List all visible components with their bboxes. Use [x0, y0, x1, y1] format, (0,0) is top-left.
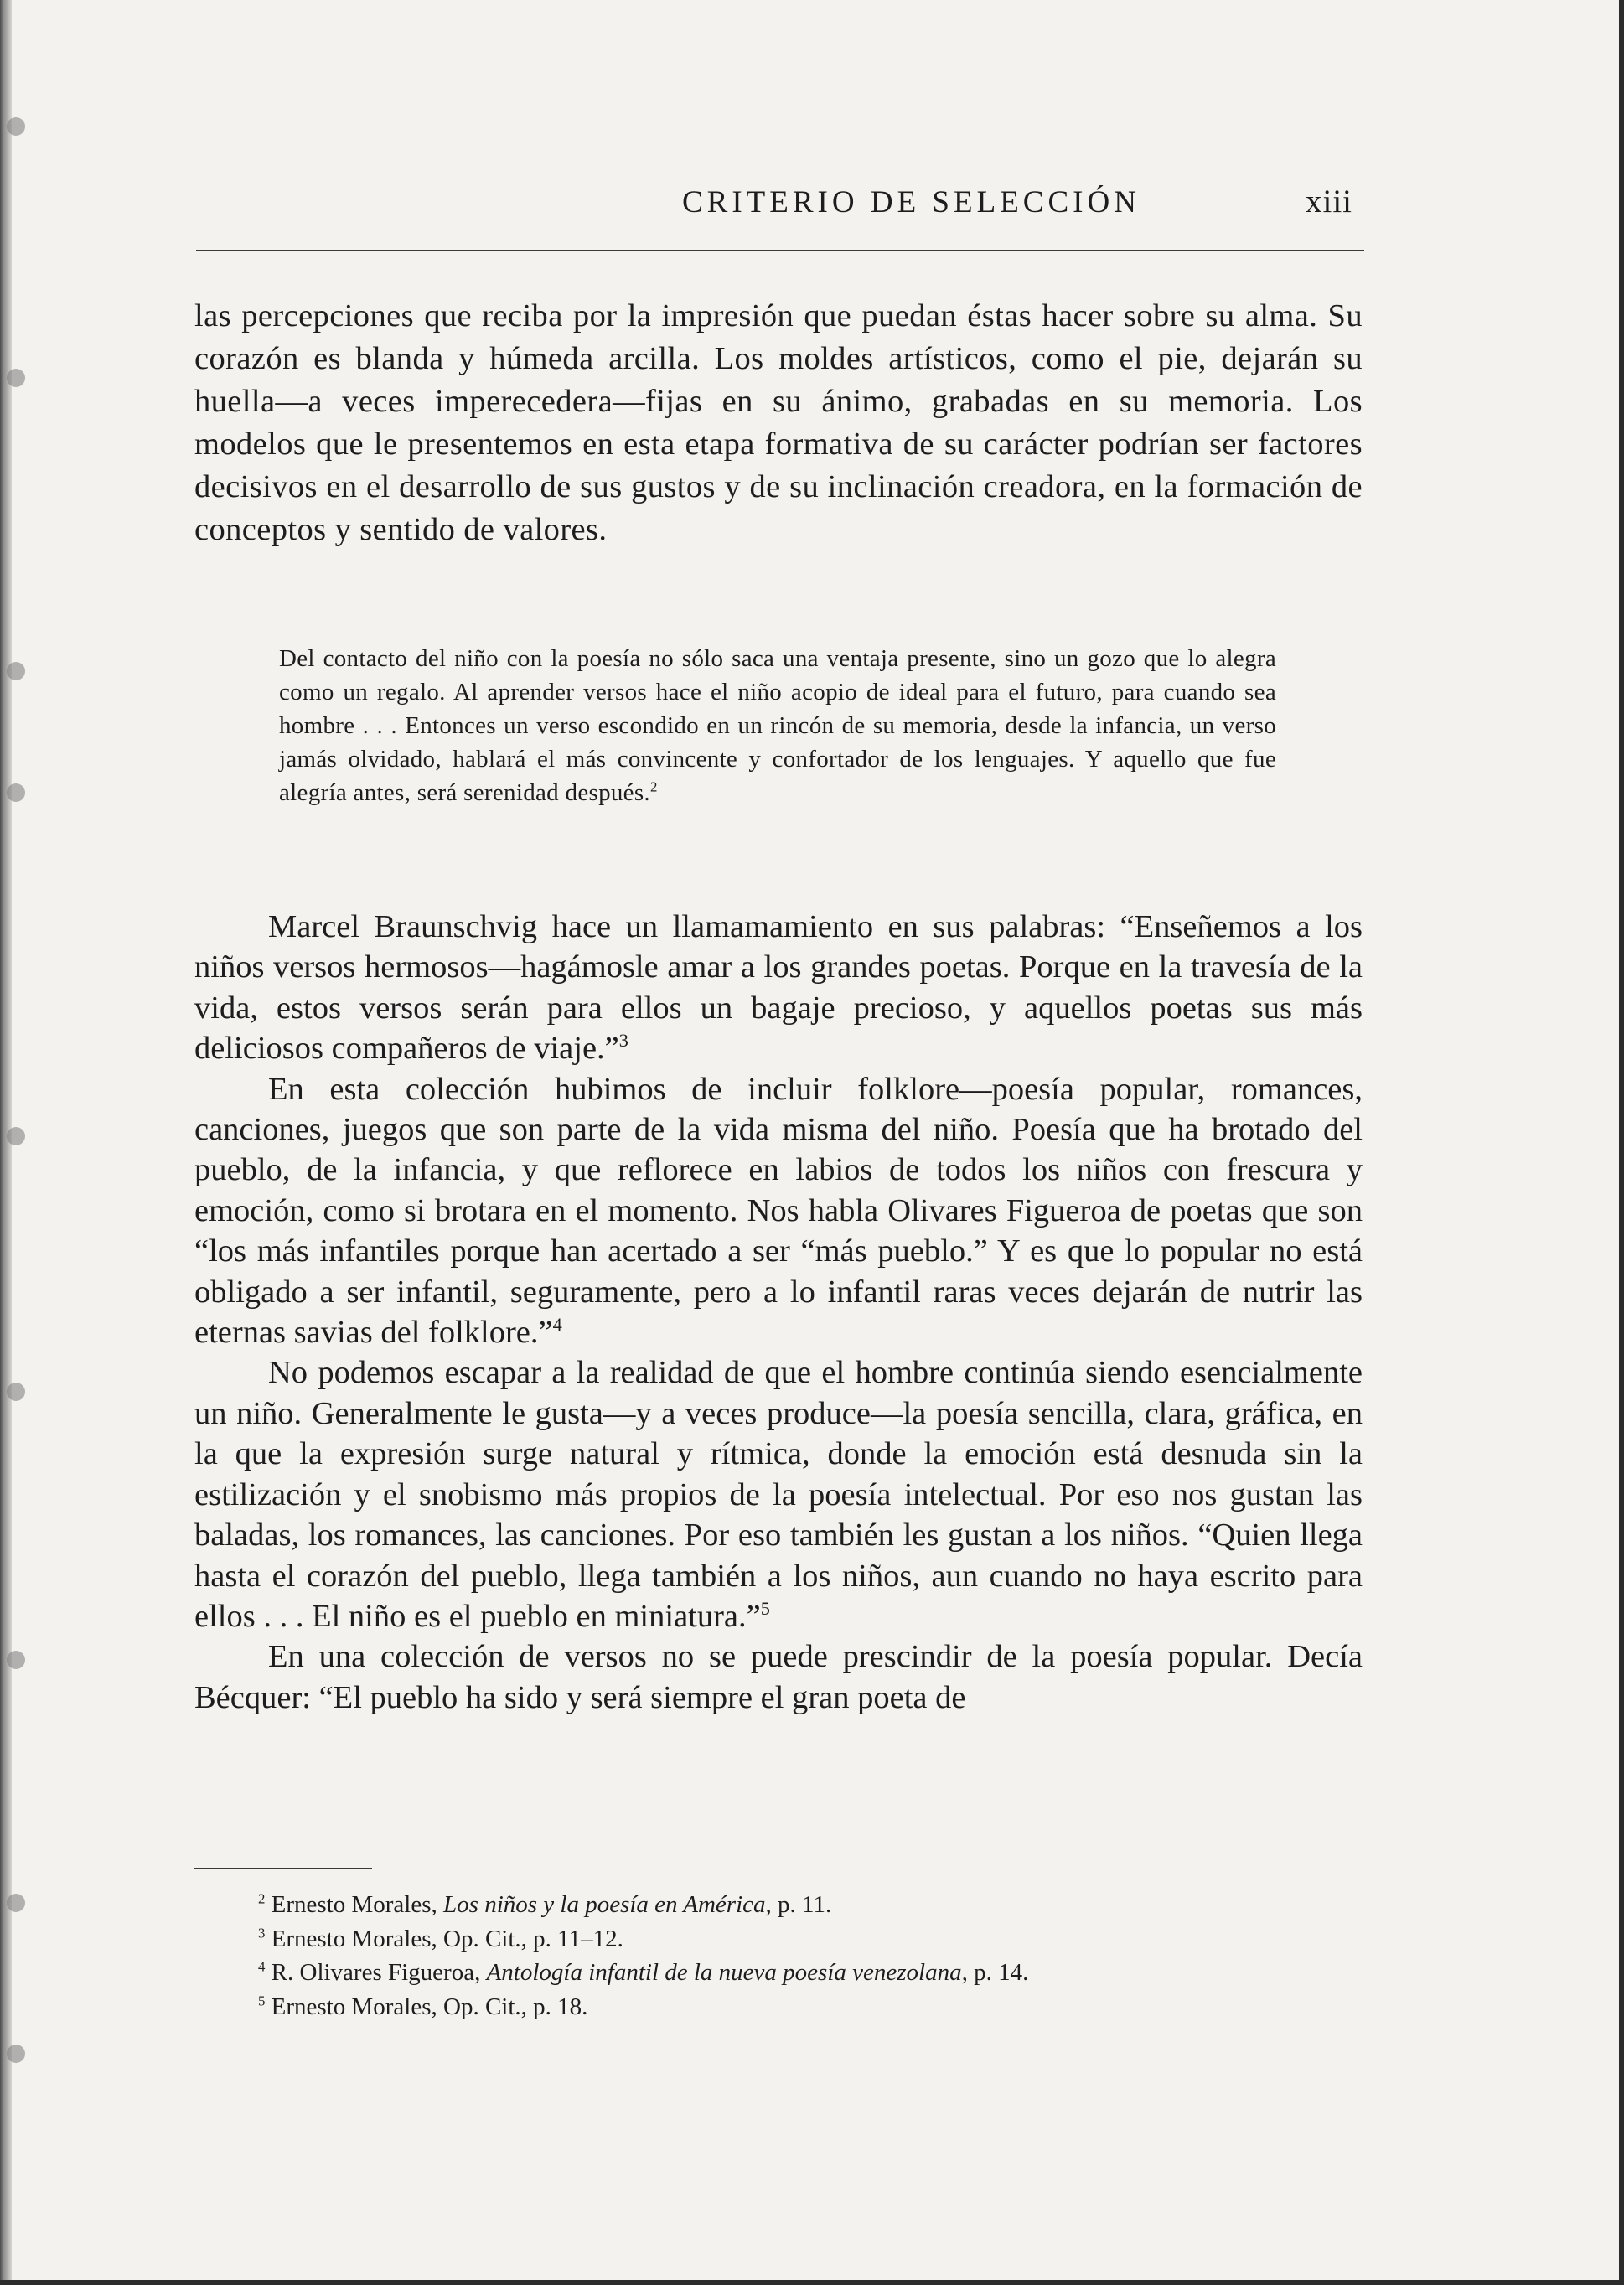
punch-hole: [7, 662, 25, 680]
footnote-ref: 3: [618, 1030, 628, 1052]
punch-hole: [7, 1383, 25, 1401]
footnote-text-end: p. 14.: [967, 1959, 1029, 1986]
footnotes: [258, 1888, 1364, 2024]
footnote-number: 5: [258, 1992, 266, 2008]
paragraph-text: Marcel Braunschvig hace un llamamamiento en sus palabras: “Enseñemos a los niños versos hermosos—hagámosle amar a los grandes poetas. Porque en la travesía de la vida, estos versos serán para ellos un bagaje precioso, y aquellos poetas sus más deliciosos compañeros de viaje.”: [194, 909, 1363, 1067]
intro-paragraph: las percepciones que reciba por la impresión que puedan éstas hacer sobre su alma. Su corazón es blanda y húmeda arcilla. Los moldes artísticos, como el pie, dejarán su huella—a veces imperecedera—fijas en su ánimo, grabadas en su memoria. Los modelos que le presentemos en esta etapa formativa de su carácter podrían ser factores decisivos en el desarrollo de sus gustos y de su inclinación creadora, en la formación de conceptos y sentido de valores.: [194, 298, 1363, 547]
body-paragraph: [194, 907, 1363, 1069]
body-paragraph: [194, 1636, 1363, 1718]
footnote: [258, 1922, 1364, 1957]
page-number: xiii: [1305, 184, 1352, 220]
punch-hole: [7, 783, 25, 802]
paragraph-text: En esta colección hubimos de incluir folklore—poesía popular, romances, canciones, juegos que son parte de la vida misma del niño. Poesía que ha brotado del pueblo, de la infancia, y que reflorece en labios de todos los niños con frescura y emoción, como si brotara en el momento. Nos habla Olivares Figueroa de poetas que son “los más infantiles porque han acertado a ser “más pueblo.” Y es que lo popular no está obligado a ser infantil, seguramente, pero a lo infantil raras veces dejarán de nutrir las eternas savias del folklore.”: [194, 1071, 1363, 1351]
punch-hole: [7, 1127, 25, 1145]
footnote: [258, 1888, 1364, 1922]
footnote-number: 2: [258, 1890, 266, 1907]
paragraph-text: No podemos escapar a la realidad de que el hombre continúa siendo esencialmente un niño. Generalmente le gusta—y a veces produce—la poesía sencilla, clara, gráfica, en la que la expresión surge natural y rítmica, donde la emoción está desnuda sin la estilización y el snobismo más propios de la poesía intelectual. Por eso nos gustan las baladas, los romances, las canciones. Por eso también les gustan a los niños. “Quien llega hasta el corazón del pueblo, llega también a los niños, aun cuando no haya escrito para ellos . . . El niño es el pueblo en miniatura.”: [194, 1355, 1363, 1634]
footnote-number: 4: [258, 1958, 266, 1975]
footnote-number: 3: [258, 1924, 266, 1941]
footnote-divider: [194, 1868, 372, 1869]
footnote-text: R. Olivares Figueroa,: [271, 1959, 487, 1986]
footnote-ref: 5: [760, 1598, 770, 1620]
punch-hole: [7, 1894, 25, 1912]
footnote-text: Ernesto Morales, Op. Cit., p. 18.: [271, 1993, 588, 2020]
footnote-text: Ernesto Morales,: [271, 1891, 444, 1918]
punch-hole: [7, 117, 25, 136]
punch-hole: [7, 369, 25, 387]
footnote-text-end: p. 11.: [771, 1891, 832, 1918]
running-head: [196, 179, 1364, 251]
body-text: [194, 907, 1363, 1718]
body-paragraph: [194, 1069, 1363, 1353]
punch-hole: [7, 2045, 25, 2063]
body-paragraph: [194, 1352, 1363, 1636]
footnote-ref: 2: [650, 778, 658, 795]
punch-hole: [7, 1651, 25, 1669]
running-title: CRITERIO DE SELECCIÓN: [682, 185, 1140, 220]
footnote-title: Antología infantil de la nueva poesía venezolana,: [486, 1959, 968, 1986]
block-quote-text: Del contacto del niño con la poesía no sólo saca una ventaja presente, sino un gozo que lo alegra como un regalo. Al aprender versos hace el niño acopio de ideal para el futuro, para cuando sea hombre . . . Entonces un verso escondido en un rincón de su memoria, desde la infancia, un verso jamás olvidado, hablará el más convincente y confortador de los lenguajes. Y aquello que fue alegría antes, será serenidad después.: [279, 645, 1276, 806]
footnote: [258, 1990, 1364, 2024]
footnote-text: Ernesto Morales, Op. Cit., p. 11–12.: [271, 1925, 623, 1952]
footnote: [258, 1956, 1364, 1990]
footnote-ref: 4: [552, 1314, 562, 1336]
paragraph-text: En una colección de versos no se puede prescindir de la poesía popular. Decía Bécquer: “El pueblo ha sido y será siempre el gran poeta de: [194, 1639, 1363, 1715]
footnote-title: Los niños y la poesía en América,: [443, 1891, 772, 1918]
block-quote: [279, 642, 1276, 809]
